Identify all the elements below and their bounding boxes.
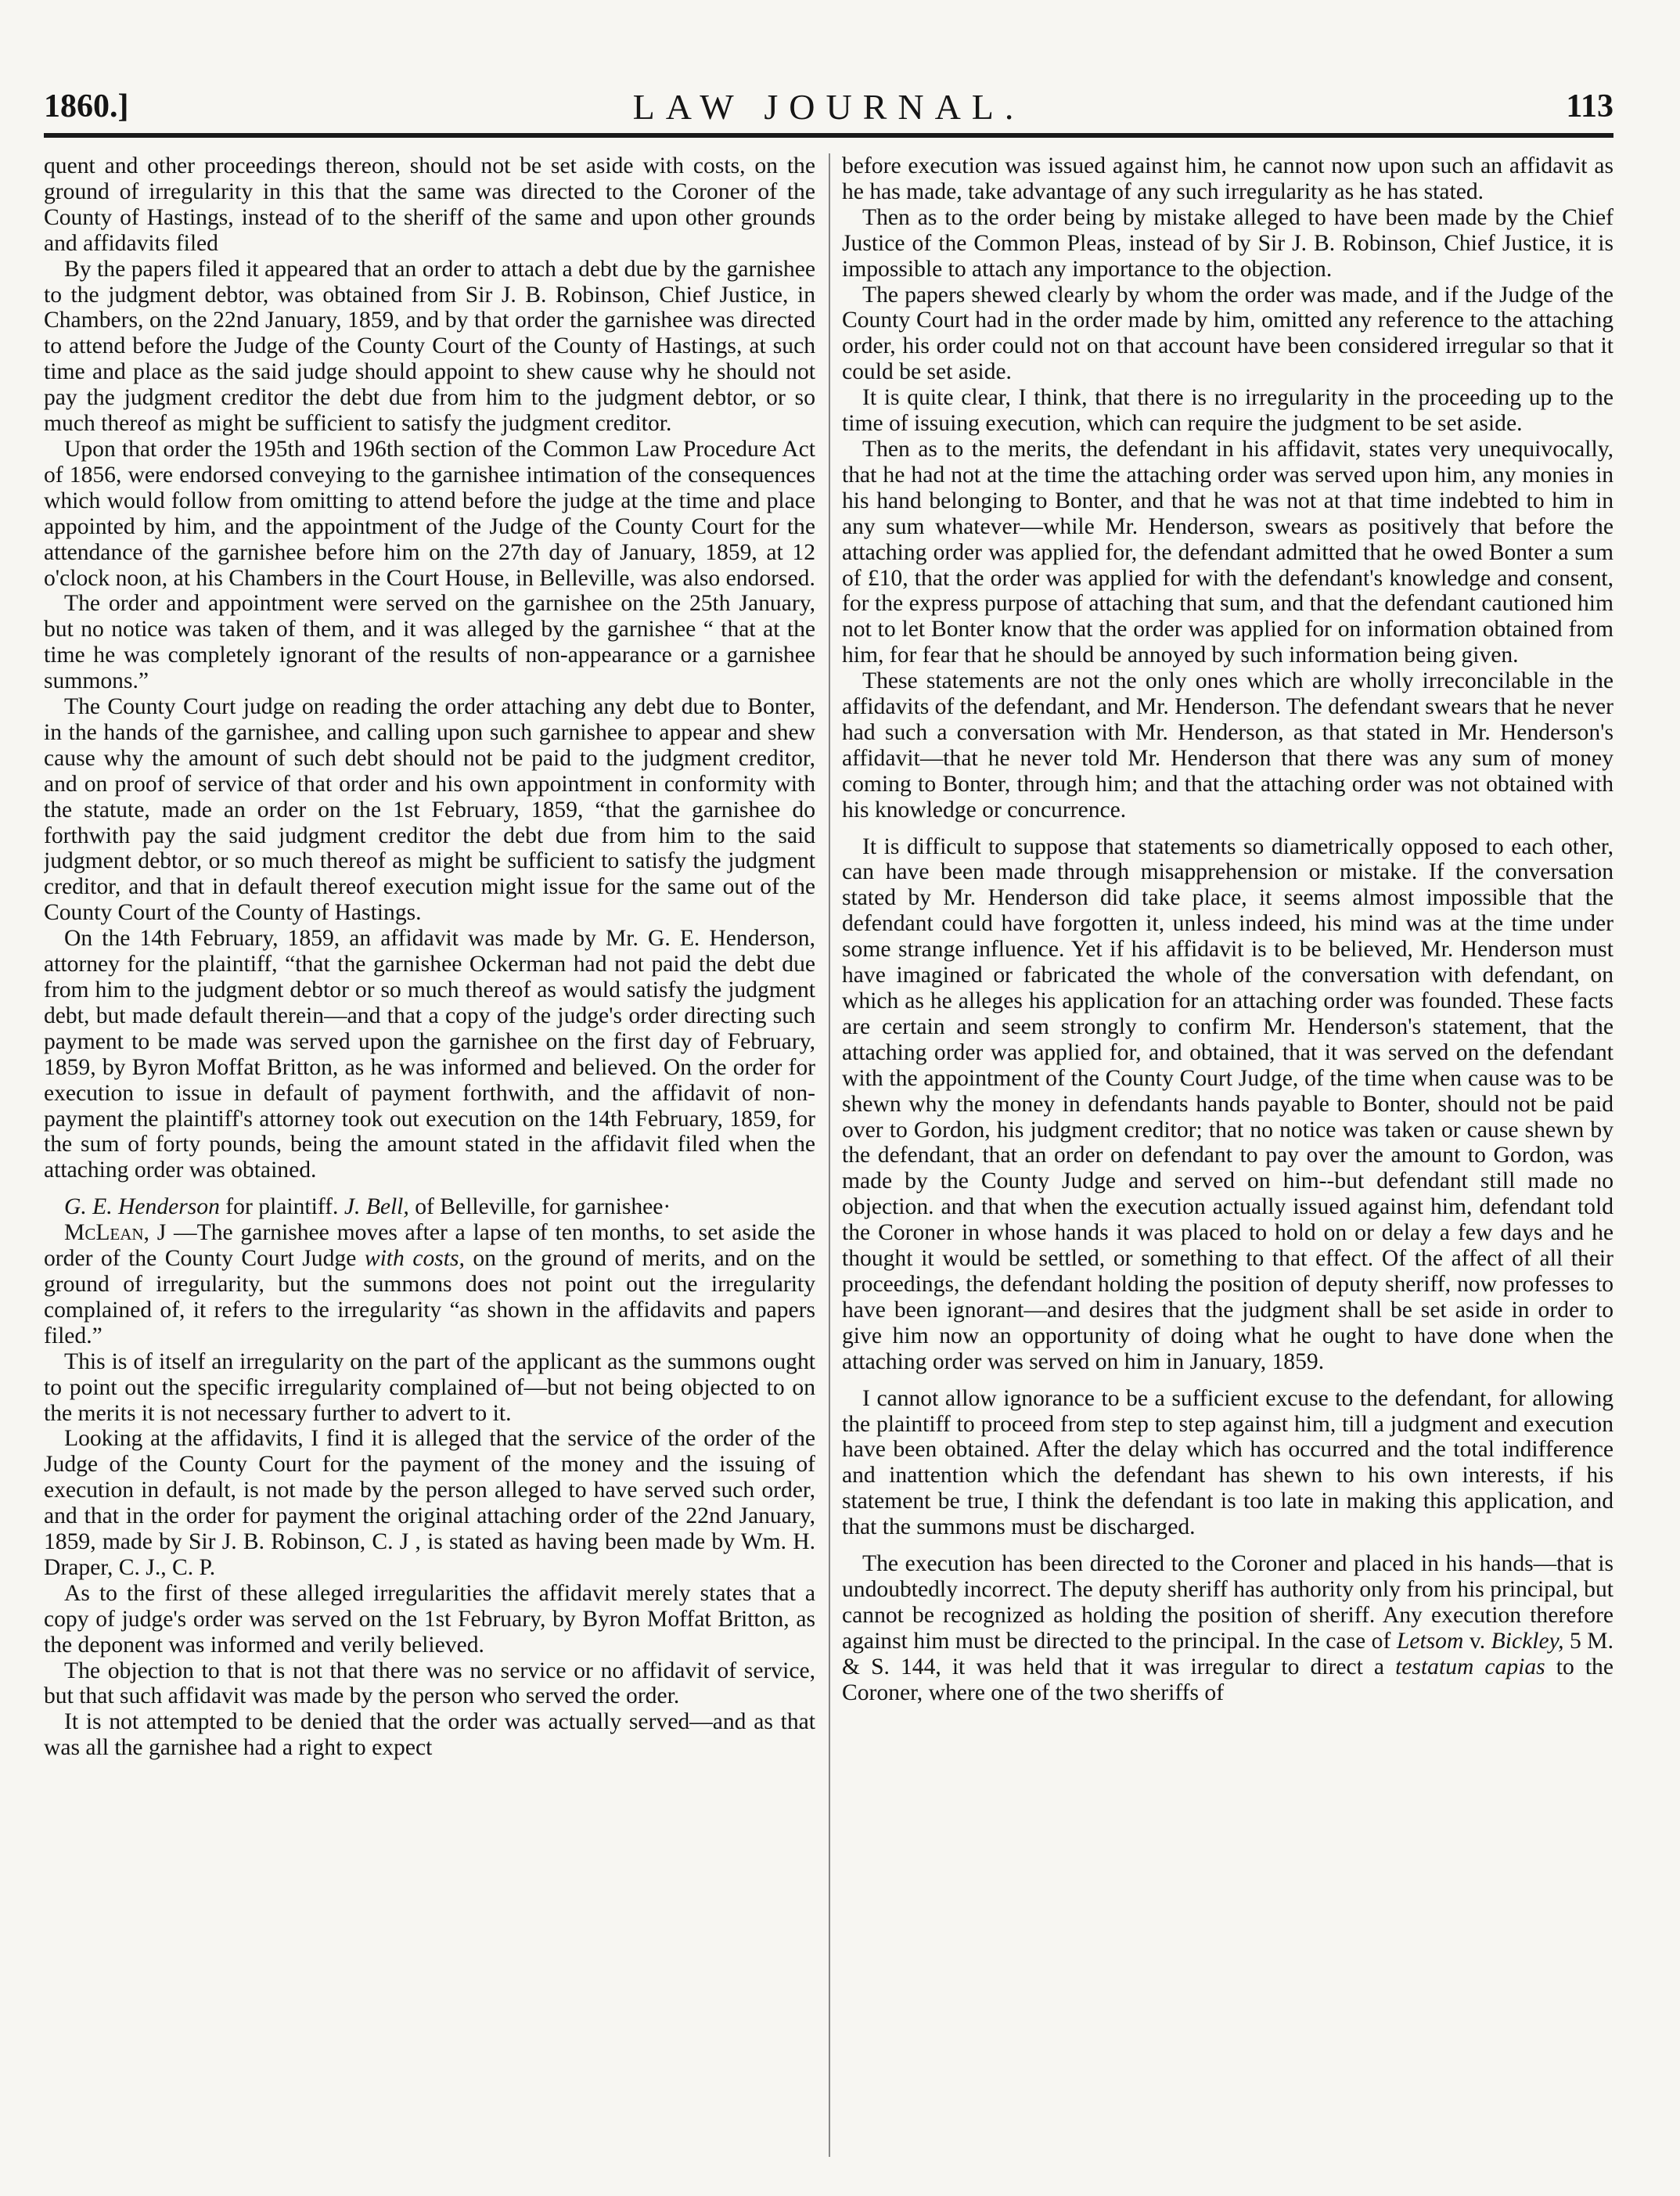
paragraph-text: The execution has been directed to the Coroner and placed in his hands—that is undoubtedly incorrect. The deputy sheriff has authority only from his principal, but cannot be recognized as holding the position of sheriff. Any execution therefore against him must be directed to the principal. In the case of xyxy=(842,1551,1613,1654)
paragraph-with-citation xyxy=(842,1551,1613,1705)
paragraph: The order and appointment were served on the garnishee on the 25th January, but no notice was taken of them, and it was alleged by the garnishee “ that at the time he was completely ignorant of the results of non-appearance or a garnishee summons.” xyxy=(44,591,815,694)
paragraph: Then as to the merits, the defendant in his affidavit, states very unequivocally, that he had not at the time the attaching order was served upon him, any monies in his hand belonging to Bonter, and that he was not at that time indebted to him in any sum whatever—while Mr. Henderson, swears as positively that before the attaching order was applied for, the defendant admitted that he owed Bonter a sum of £10, that the order was applied for with the defendant's knowledge and consent, for the express purpose of attaching that sum, and that the defendant cautioned him not to let Bonter know that the order was applied for on information obtained from him, for fear that he should be annoyed by such information being given. xyxy=(842,436,1613,668)
paragraph: This is of itself an irregularity on the part of the applicant as the summons ought to point out the specific irregularity complained of—but not being objected to on the merits it is not necessary further to advert to it. xyxy=(44,1348,815,1426)
paragraph: It is difficult to suppose that statements so diametrically opposed to each other, can have been made through misapprehension or mistake. If the conversation stated by Mr. Henderson did take place, it seems almost impossible that the defendant could have forgotten it, unless indeed, his mind was at the time under some strange influence. Yet if his affidavit is to be believed, Mr. Henderson must have imagined or fabricated the whole of the conversation with defendant, on which as he alleges his application for an attaching order was founded. These facts are certain and seem strongly to confirm Mr. Henderson's statement, that the attaching order was applied for, and obtained, that it was served on the defendant with the appointment of the County Court Judge, of the time when cause was to be shewn why the money in defendants hands payable to Bonter, should not be paid over to Gordon, his judgment creditor; that no notice was taken or cause shewn by the defendant, that an order on defendant to pay over the amount to Gordon, was made by the County Judge and served on him--but defendant still made no objection. and that when the execution actually issued against him, defendant told the Coroner in whose hands it was placed to hold on or delay a few days and he thought it would be settled, or something to that effect. Of the affect of all their proceedings, the defendant holding the position of deputy sheriff, now professes to have been ignorant—and desires that the judgment shall be set aside in order to give him now an opportunity of doing what he ought to have done when the attaching order was served on him in January, 1859. xyxy=(842,833,1613,1374)
journal-title: LAW JOURNAL. xyxy=(632,87,1025,127)
judgment-text: —The garnishee moves after a lapse of ten months, to set aside the order of the County Court Judge xyxy=(44,1220,815,1272)
running-header xyxy=(44,78,1613,138)
left-column xyxy=(44,153,815,2157)
paragraph: Looking at the affidavits, I find it is alleged that the service of the order of the Judge of the County Court for the payment of the money and the issuing of execution in default, is not made by the person alleged to have served such order, and that in the order for payment the original attaching order of the 22nd January, 1859, made by Sir J. B. Robinson, C. J , is stated as having been made by Wm. H. Draper, C. J., C. P. xyxy=(44,1426,815,1580)
paragraph: Then as to the order being by mistake alleged to have been made by the Chief Justice of the Common Pleas, instead of by Sir J. B. Robinson, Chief Justice, it is impossible to attach any importance to the objection. xyxy=(842,204,1613,282)
paragraph: Upon that order the 195th and 196th section of the Common Law Procedure Act of 1856, were endorsed conveying to the garnishee intimation of the consequences which would follow from omitting to attend before the judge at the time and place appointed by him, and the appointment of the Judge of the County Court for the attendance of the garnishee before him on the 27th day of January, 1859, at 12 o'clock noon, at his Chambers in the Court House, in Belleville, was also endorsed. xyxy=(44,436,815,591)
header-year: 1860.] xyxy=(44,88,129,124)
paragraph: It is quite clear, I think, that there is no irregularity in the proceeding up to the time of issuing execution, which can require the judgment to be set aside. xyxy=(842,385,1613,437)
paragraph: On the 14th February, 1859, an affidavit was made by Mr. G. E. Henderson, attorney for the plaintiff, “that the garnishee Ockerman had not paid the debt due from him to the judgment debtor or so much thereof as would satisfy the judgment debt, but made default therein—and that a copy of the judge's order directing such payment to be made was served upon the garnishee on the first day of February, 1859, by Byron Moffat Britton, as he was informed and believed. On the order for execution to issue in default of payment forthwith, and the affidavit of non-payment the plaintiff's attorney took out execution on the 14th February, 1859, for the sum of forty pounds, being the amount stated in the affidavit filed when the attaching order was obtained. xyxy=(44,926,815,1183)
judgment-italic: with costs, xyxy=(364,1246,465,1272)
counsel-plaintiff: G. E. Henderson xyxy=(64,1194,220,1220)
counsel-line xyxy=(44,1194,815,1220)
counsel-garnishee: J. Bell, xyxy=(344,1194,409,1220)
paragraph: before execution was issued against him, he cannot now upon such an affidavit as he has made, take advantage of any such irregularity as he has stated. xyxy=(842,153,1613,204)
journal-page xyxy=(44,78,1613,2168)
judge-name: McLean, J xyxy=(64,1220,167,1246)
judgment-opening xyxy=(44,1220,815,1349)
paragraph-text: v. xyxy=(1463,1628,1491,1654)
paragraph: I cannot allow ignorance to be a sufficient excuse to the defendant, for allowing the plaintiff to proceed from step to step against him, till a judgment and execution have been obtained. After the delay which has occurred and the total indifference and inattention which the defendant has shewn to his own interests, if his statement be true, I think the defendant is too late in making this application, and that the summons must be discharged. xyxy=(842,1385,1613,1540)
counsel-text: of Belleville, for garnishee· xyxy=(408,1194,671,1220)
paragraph-text: 5 M. & S. 144, it was held that it was irregular to direct a xyxy=(842,1628,1613,1679)
page-number: 113 xyxy=(1566,88,1613,124)
counsel-text: for plaintiff. xyxy=(219,1194,344,1220)
paragraph: The County Court judge on reading the order attaching any debt due to Bonter, in the hands of the garnishee, and calling upon such garnishee to appear and shew cause why the amount of such debt should not be paid to the judgment creditor, and on proof of service of that order and his own appointment in conformity with the statute, made an order on the 1st February, 1859, “that the garnishee do forthwith pay the said judgment creditor the debt due from him to the said judgment debtor, or so much thereof as might be sufficient to satisfy the judgment creditor, and that in default thereof execution might issue for the same out of the County Court of the County of Hastings. xyxy=(44,694,815,926)
paragraph: It is not attempted to be denied that the order was actually served—and as that was all the garnishee had a right to expect xyxy=(44,1709,815,1761)
paragraph: By the papers filed it appeared that an order to attach a debt due by the garnishee to the judgment debtor, was obtained from Sir J. B. Robinson, Chief Justice, in Chambers, on the 22nd January, 1859, and by that order the garnishee was directed to attend before the Judge of the County Court of the County of Hastings, at such time and place as the said judge should appoint to shew cause why he should not pay the judgment creditor the debt due from him to the judgment debtor, or so much thereof as might be sufficient to satisfy the judgment creditor. xyxy=(44,256,815,437)
paragraph: As to the first of these alleged irregularities the affidavit merely states that a copy of judge's order was served on the 1st February, by Byron Moffat Britton, as the deponent was informed and verily believed. xyxy=(44,1580,815,1658)
judgment-text: on the ground of merits, and on the ground of irregularity, but the summons does not point out the irregularity complained of, it refers to the irregularity “as shown in the affidavits and papers filed.” xyxy=(44,1246,815,1348)
paragraph: quent and other proceedings thereon, should not be set aside with costs, on the ground of irregularity in this that the same was directed to the Coroner of the County of Hastings, instead of to the sheriff of the same and upon other grounds and affidavits filed xyxy=(44,153,815,256)
paragraph: The objection to that is not that there was no service or no affidavit of service, but that such affidavit was made by the person who served the order. xyxy=(44,1658,815,1709)
writ-name: testatum capias xyxy=(1395,1654,1545,1679)
case-name: Letsom xyxy=(1396,1628,1464,1654)
paragraph-text: to the Coroner, where one of the two sheriffs of xyxy=(842,1654,1613,1705)
paragraph: These statements are not the only ones which are wholly irreconcilable in the affidavits of the defendant, and Mr. Henderson. The defendant swears that he never had such a conversation with Mr. Henderson, as that stated in Mr. Henderson's affidavit—that he never told Mr. Henderson that there was any sum of money coming to Bonter, through him; and that the attaching order was not obtained with his knowledge or concurrence. xyxy=(842,668,1613,823)
column-divider xyxy=(829,153,830,2157)
right-column xyxy=(842,153,1613,2157)
case-name: Bickley, xyxy=(1491,1628,1564,1654)
paragraph: The papers shewed clearly by whom the order was made, and if the Judge of the County Court had in the order made by him, omitted any reference to the attaching order, his order could not on that account have been considered irregular so that it could be set aside. xyxy=(842,282,1613,385)
